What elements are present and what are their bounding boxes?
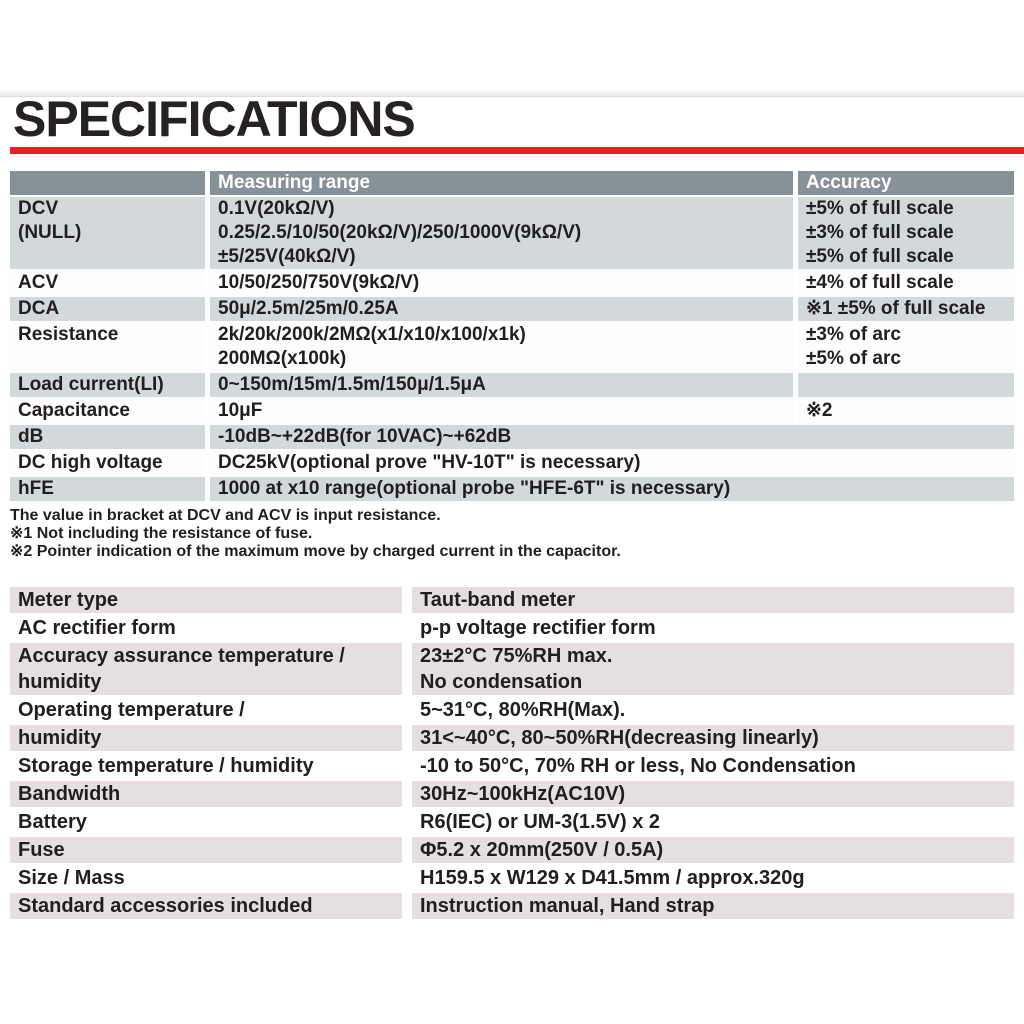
spec-accuracy-value bbox=[798, 197, 1014, 269]
cell-line: DC high voltage bbox=[18, 452, 163, 473]
cell-line: dB bbox=[18, 426, 44, 447]
cell-line: 0.25/2.5/10/50(20kΩ/V)/250/1000V(9kΩ/V) bbox=[218, 222, 582, 243]
general-item-label bbox=[10, 865, 402, 891]
general-item-label bbox=[10, 837, 402, 863]
spec-measuring-range-value bbox=[210, 197, 793, 269]
cell-line: H159.5 x W129 x D41.5mm / approx.320g bbox=[420, 867, 805, 889]
spec-item-label bbox=[10, 373, 205, 397]
general-table-row bbox=[10, 893, 1014, 919]
spec-item-label bbox=[10, 451, 205, 475]
general-table-row bbox=[10, 865, 1014, 891]
spec-table-header bbox=[10, 171, 1014, 195]
cell-line: No condensation bbox=[420, 671, 583, 693]
general-item-label bbox=[10, 809, 402, 835]
cell-line: DC25kV(optional prove "HV-10T" is necessary) bbox=[218, 452, 641, 473]
cell-line: Meter type bbox=[18, 589, 119, 611]
spec-item-label bbox=[10, 197, 205, 269]
general-table-row bbox=[10, 725, 1014, 751]
spec-accuracy-value bbox=[798, 271, 1014, 295]
footnote-ref2: ※2 Pointer indication of the maximum move by charged current in the capacitor. bbox=[10, 543, 621, 560]
spec-accuracy-value bbox=[798, 323, 1014, 371]
spec-table-row bbox=[10, 197, 1014, 269]
spec-measuring-range-value bbox=[210, 297, 793, 321]
general-item-label bbox=[10, 615, 402, 641]
cell-line: Storage temperature / humidity bbox=[18, 755, 314, 777]
general-item-value bbox=[412, 587, 1014, 613]
cell-line: 31<~40°C, 80~50%RH(decreasing linearly) bbox=[420, 727, 819, 749]
spec-measuring-range-value bbox=[210, 373, 793, 397]
general-item-value bbox=[412, 781, 1014, 807]
spec-measuring-range-value bbox=[210, 399, 793, 423]
spec-header-accuracy: Accuracy bbox=[798, 171, 1014, 195]
cell-line: 200MΩ(x100k) bbox=[218, 348, 347, 369]
measuring-range-table bbox=[10, 171, 1014, 503]
cell-line: Accuracy assurance temperature / bbox=[18, 645, 345, 667]
spec-item-label bbox=[10, 297, 205, 321]
general-item-value bbox=[412, 615, 1014, 641]
cell-line: ※2 bbox=[806, 400, 833, 421]
cell-line: 0.1V(20kΩ/V) bbox=[218, 198, 335, 219]
cell-line: Fuse bbox=[18, 839, 65, 861]
spec-table-row bbox=[10, 399, 1014, 423]
cell-line: 1000 at x10 range(optional probe "HFE-6T" is necessary) bbox=[218, 478, 731, 499]
cell-line: Instruction manual, Hand strap bbox=[420, 895, 715, 917]
general-item-label bbox=[10, 725, 402, 751]
cell-line: 2k/20k/200k/2MΩ(x1/x10/x100/x1k) bbox=[218, 324, 526, 345]
general-item-label bbox=[10, 893, 402, 919]
footnotes bbox=[10, 507, 621, 561]
cell-line: ±5% of full scale bbox=[806, 198, 954, 219]
general-spec-table bbox=[10, 587, 1014, 921]
general-table-row bbox=[10, 587, 1014, 613]
general-item-value bbox=[412, 893, 1014, 919]
cell-line: ±3% of full scale bbox=[806, 222, 954, 243]
cell-line: Load current(LI) bbox=[18, 374, 164, 395]
cell-line: ACV bbox=[18, 272, 59, 293]
spec-table-row bbox=[10, 271, 1014, 295]
spec-accuracy-value bbox=[798, 399, 1014, 423]
cell-line: hFE bbox=[18, 478, 54, 499]
cell-line: Resistance bbox=[18, 324, 119, 345]
cell-line: -10 to 50°C, 70% RH or less, No Condensation bbox=[420, 755, 856, 777]
spec-measuring-range-value bbox=[210, 477, 1014, 501]
general-table-row bbox=[10, 809, 1014, 835]
title-underline-rule bbox=[10, 147, 1024, 154]
general-item-value bbox=[412, 725, 1014, 751]
cell-line: ±3% of arc bbox=[806, 324, 901, 345]
cell-line: R6(IEC) or UM-3(1.5V) x 2 bbox=[420, 811, 661, 833]
cell-line: 5~31°C, 80%RH(Max). bbox=[420, 699, 626, 721]
general-item-value bbox=[412, 643, 1014, 695]
spec-header-measuring-range: Measuring range bbox=[210, 171, 793, 195]
general-item-label bbox=[10, 643, 402, 695]
general-item-value bbox=[412, 753, 1014, 779]
cell-line: Capacitance bbox=[18, 400, 130, 421]
general-item-label bbox=[10, 781, 402, 807]
cell-line: Size / Mass bbox=[18, 867, 125, 889]
general-item-value bbox=[412, 809, 1014, 835]
general-table-row bbox=[10, 697, 1014, 723]
cell-line: p-p voltage rectifier form bbox=[420, 617, 656, 639]
spec-table-row bbox=[10, 477, 1014, 501]
page-title: SPECIFICATIONS bbox=[13, 91, 415, 147]
general-table-row bbox=[10, 837, 1014, 863]
cell-line: DCA bbox=[18, 298, 60, 319]
spec-item-label bbox=[10, 323, 205, 371]
cell-line: -10dB~+22dB(for 10VAC)~+62dB bbox=[218, 426, 512, 447]
cell-line: 0~150m/15m/1.5m/150μ/1.5μA bbox=[218, 374, 486, 395]
cell-line: 30Hz~100kHz(AC10V) bbox=[420, 783, 626, 805]
cell-line: ±5% of full scale bbox=[806, 246, 954, 267]
cell-line: Battery bbox=[18, 811, 87, 833]
general-item-value bbox=[412, 697, 1014, 723]
spec-accuracy-value bbox=[798, 297, 1014, 321]
cell-line: Bandwidth bbox=[18, 783, 121, 805]
general-table-row bbox=[10, 643, 1014, 695]
cell-line: Φ5.2 x 20mm(250V / 0.5A) bbox=[420, 839, 664, 861]
general-item-label bbox=[10, 587, 402, 613]
spec-item-label bbox=[10, 399, 205, 423]
general-table-row bbox=[10, 753, 1014, 779]
spec-header-item bbox=[10, 171, 205, 195]
spec-accuracy-value bbox=[798, 373, 1014, 397]
cell-line: 10/50/250/750V(9kΩ/V) bbox=[218, 272, 420, 293]
cell-line: 23±2°C 75%RH max. bbox=[420, 645, 613, 667]
cell-line: ※1 ±5% of full scale bbox=[806, 298, 986, 319]
footnote-ref1: ※1 Not including the resistance of fuse. bbox=[10, 525, 313, 542]
cell-line: 50μ/2.5m/25m/0.25A bbox=[218, 298, 399, 319]
cell-line: AC rectifier form bbox=[18, 617, 176, 639]
spec-table-row bbox=[10, 297, 1014, 321]
general-item-label bbox=[10, 753, 402, 779]
spec-item-label bbox=[10, 477, 205, 501]
spec-table-row bbox=[10, 451, 1014, 475]
cell-line: humidity bbox=[18, 727, 102, 749]
general-item-value bbox=[412, 865, 1014, 891]
spec-measuring-range-value bbox=[210, 425, 1014, 449]
footnote-input-resistance: The value in bracket at DCV and ACV is input resistance. bbox=[10, 507, 441, 524]
cell-line: Operating temperature / bbox=[18, 699, 245, 721]
cell-line: 10μF bbox=[218, 400, 263, 421]
cell-line: Taut-band meter bbox=[420, 589, 576, 611]
cell-line: DCV bbox=[18, 198, 59, 219]
spec-measuring-range-value bbox=[210, 323, 793, 371]
general-item-label bbox=[10, 697, 402, 723]
cell-line: humidity bbox=[18, 671, 102, 693]
spec-measuring-range-value bbox=[210, 271, 793, 295]
spec-measuring-range-value bbox=[210, 451, 1014, 475]
cell-line: ±5% of arc bbox=[806, 348, 901, 369]
cell-line: ±5/25V(40kΩ/V) bbox=[218, 246, 356, 267]
cell-line: Standard accessories included bbox=[18, 895, 313, 917]
cell-line: (NULL) bbox=[18, 222, 82, 243]
spec-table-row bbox=[10, 373, 1014, 397]
general-item-value bbox=[412, 837, 1014, 863]
general-table-row bbox=[10, 615, 1014, 641]
spec-item-label bbox=[10, 425, 205, 449]
general-table-row bbox=[10, 781, 1014, 807]
spec-table-row bbox=[10, 425, 1014, 449]
cell-line: ±4% of full scale bbox=[806, 272, 954, 293]
spec-table-row bbox=[10, 323, 1014, 371]
spec-item-label bbox=[10, 271, 205, 295]
